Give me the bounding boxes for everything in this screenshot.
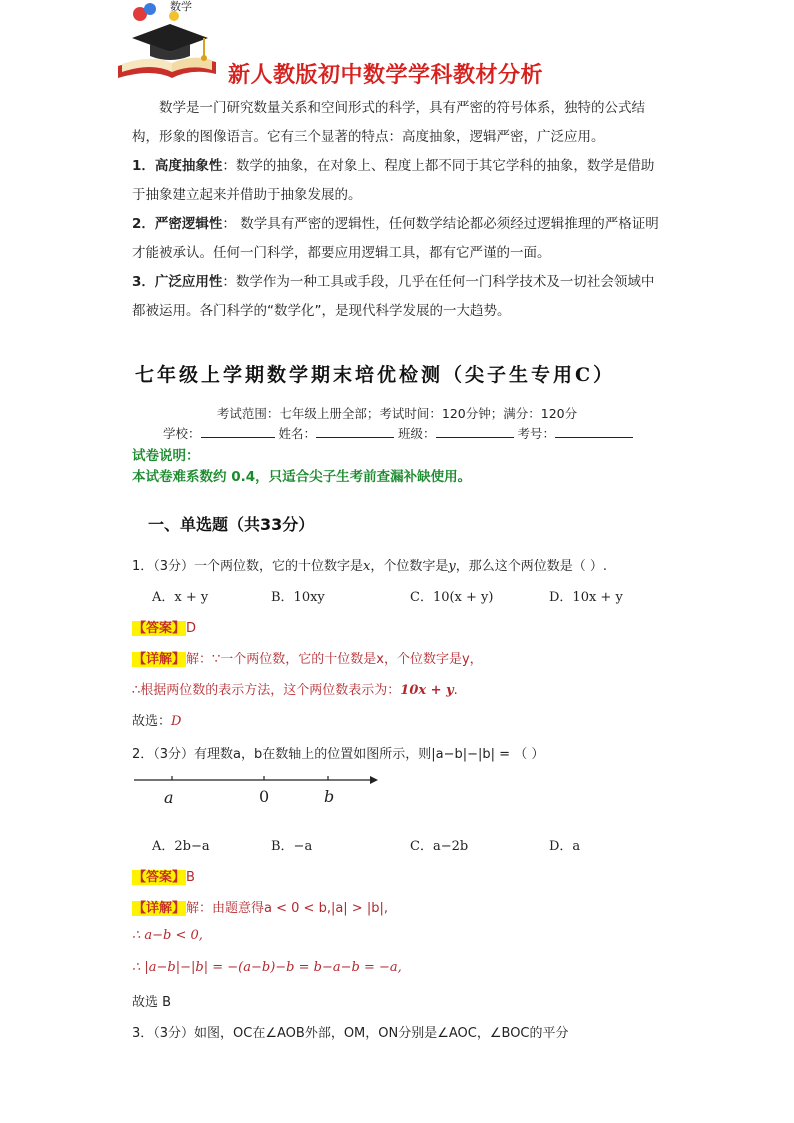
stem-text: ，个位数字是 xyxy=(370,559,449,574)
answer-value: B xyxy=(186,870,195,885)
detail-text: 解：∵一个两位数，它的十位数是x，个位数字是y， xyxy=(186,652,483,667)
answer-tag: 【答案】 xyxy=(133,870,186,885)
school-label: 学校： xyxy=(163,426,201,441)
feature-logic xyxy=(132,210,662,268)
number-line-label-b: b xyxy=(324,787,335,806)
option-b: B．10xy xyxy=(271,590,325,605)
class-field[interactable] xyxy=(436,424,514,438)
option-b: B．−a xyxy=(271,839,313,854)
option-d: D．10x + y xyxy=(549,590,623,605)
number-line-label-zero: 0 xyxy=(259,787,270,806)
detail-line: ∴ a−b < 0, xyxy=(132,928,203,943)
note-text: 本试卷难系数约 0.4，只适合尖子生考前查漏补缺使用。 xyxy=(132,469,472,485)
class-label: 班级： xyxy=(398,426,436,441)
stem-text: ，那么这个两位数是（ ）. xyxy=(455,559,608,574)
question-3-stem: 3．（3分）如图，OC在∠AOB外部，OM，ON分别是∠AOC，∠BOC的平分 xyxy=(132,1026,569,1041)
feature-text: ：数学作为一种工具或手段，几乎在任何一门科学技术及一切社会领域中都被运用。各门科学的“数学化”，是现代科学发展的一大趋势。 xyxy=(132,274,655,319)
number-label: 考号： xyxy=(517,426,556,441)
number-field[interactable] xyxy=(555,424,633,438)
detail-line xyxy=(132,897,388,916)
question-2-stem: 2．（3分）有理数a，b在数轴上的位置如图所示，则|a−b|−|b| = （ ） xyxy=(132,747,545,762)
answer-tag: 【答案】 xyxy=(133,621,186,636)
option-c: C．10(x + y) xyxy=(410,590,494,605)
feature-text: ：数学的抽象，在对象上、程度上都不同于其它学科的抽象，数学是借助于抽象建立起来并借助于抽象发展的。 xyxy=(132,158,655,203)
detail-text: ∴根据两位数的表示方法，这个两位数表示为： xyxy=(132,683,401,698)
name-field[interactable] xyxy=(316,424,394,438)
answer-line xyxy=(132,866,195,885)
detail-tag: 【详解】 xyxy=(133,652,186,667)
feature-label: 2．严密逻辑性 xyxy=(132,216,223,232)
student-fields xyxy=(163,424,633,442)
conclusion-line: 故选 B xyxy=(132,995,172,1010)
detail-text: 解：由题意得a < 0 < b,|a| > |b|, xyxy=(186,901,388,916)
option-a: A．x + y xyxy=(152,590,209,605)
option-c: C．a−2b xyxy=(410,839,469,854)
exam-info: 考试范围：七年级上册全部；考试时间：120分钟；满分：120分 xyxy=(216,406,578,421)
intro-paragraph: 数学是一门研究数量关系和空间形式的科学，具有严密的符号体系，独特的公式结构，形象的图像语言。它有三个显著的特点：高度抽象，逻辑严密，广泛应用。 xyxy=(132,100,645,145)
school-field[interactable] xyxy=(201,424,275,438)
question-1-stem xyxy=(132,555,607,574)
number-line-figure xyxy=(130,770,390,810)
logo-label: 数学 xyxy=(170,0,192,13)
feature-application xyxy=(132,268,662,326)
stem-var: y xyxy=(448,559,456,574)
detail-line: ∴ |a−b|−|b| = −(a−b)−b = b−a−b = −a, xyxy=(132,960,402,975)
exam-title: 七年级上学期数学期末培优检测（尖子生专用C） xyxy=(135,364,616,386)
detail-line xyxy=(132,679,458,698)
detail-math: 10x + y xyxy=(400,683,454,698)
name-label: 姓名： xyxy=(278,426,317,441)
conclusion-math: D xyxy=(171,714,182,729)
option-d: D．a xyxy=(549,839,581,854)
answer-line xyxy=(132,617,196,636)
option-a: A．2b−a xyxy=(152,839,210,854)
stem-var: x xyxy=(363,559,371,574)
section-heading: 一、单选题（共33分） xyxy=(148,515,315,534)
conclusion-text: 故选： xyxy=(132,714,172,729)
number-line-label-a: a xyxy=(164,788,174,807)
conclusion-line xyxy=(132,710,181,729)
detail-line xyxy=(132,648,483,667)
feature-abstraction xyxy=(132,152,662,210)
stem-text: 1．（3分）一个两位数，它的十位数字是 xyxy=(132,559,364,574)
feature-label: 3．广泛应用性 xyxy=(132,274,223,290)
page-title: 新人教版初中数学学科教材分析 xyxy=(228,63,544,88)
graduation-cap-book-icon xyxy=(112,0,218,82)
detail-tag: 【详解】 xyxy=(133,901,186,916)
feature-text: ： 数学具有严密的逻辑性，任何数学结论都必须经过逻辑推理的严格证明才能被承认。任何一门科学，都要应用逻辑工具，都有它严谨的一面。 xyxy=(132,216,659,261)
answer-value: D xyxy=(186,621,197,636)
detail-text: . xyxy=(453,683,458,698)
feature-label: 1．高度抽象性 xyxy=(132,158,223,174)
note-title: 试卷说明： xyxy=(132,448,200,464)
